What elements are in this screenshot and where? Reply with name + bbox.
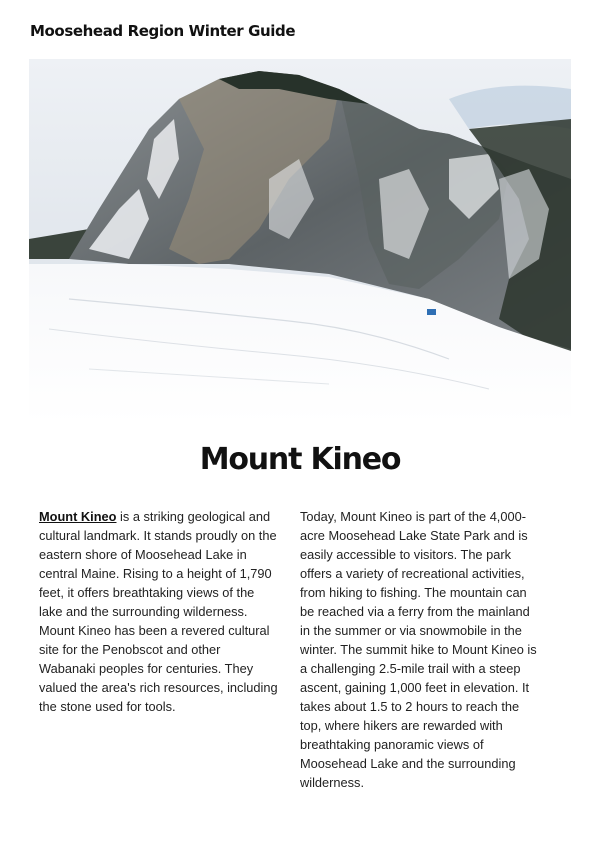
paragraph-left (39, 507, 279, 716)
article-column-left (39, 507, 279, 716)
article-column-right (300, 507, 540, 792)
mount-kineo-link[interactable]: Mount Kineo (39, 509, 117, 524)
paragraph-left-body: is a striking geological and cultural landmark. It stands proudly on the eastern shore of Moosehead Lake in central Maine. Rising to a height of 1,790 feet, it offers breathtaking views of the lake and the surrounding wilderness. Mount Kineo has been a revered cultural site for the Penobscot and other Wabanaki peoples for centuries. They valued the area's rich resources, including the stone used for tools. (39, 509, 278, 714)
guide-title: Moosehead Region Winter Guide (30, 22, 296, 40)
mountain-photo (29, 59, 571, 424)
article-title: Mount Kineo (199, 442, 401, 477)
paragraph-right: Today, Mount Kineo is part of the 4,000-acre Moosehead Lake State Park and is easily accessible to visitors. The park offers a variety of recreational activities, from hiking to fishing. The mountain can be reached via a ferry from the mainland in the summer or via snowmobile in the winter. The summit hike to Mount Kineo is a challenging 2.5-mile trail with a steep ascent, gaining 1,000 feet in elevation. It takes about 1.5 to 2 hours to reach the top, where hikers are rewarded with breathtaking panoramic views of Moosehead Lake and the surrounding wilderness. (300, 509, 537, 790)
hero-image (29, 59, 571, 424)
ice-shack (427, 309, 436, 315)
